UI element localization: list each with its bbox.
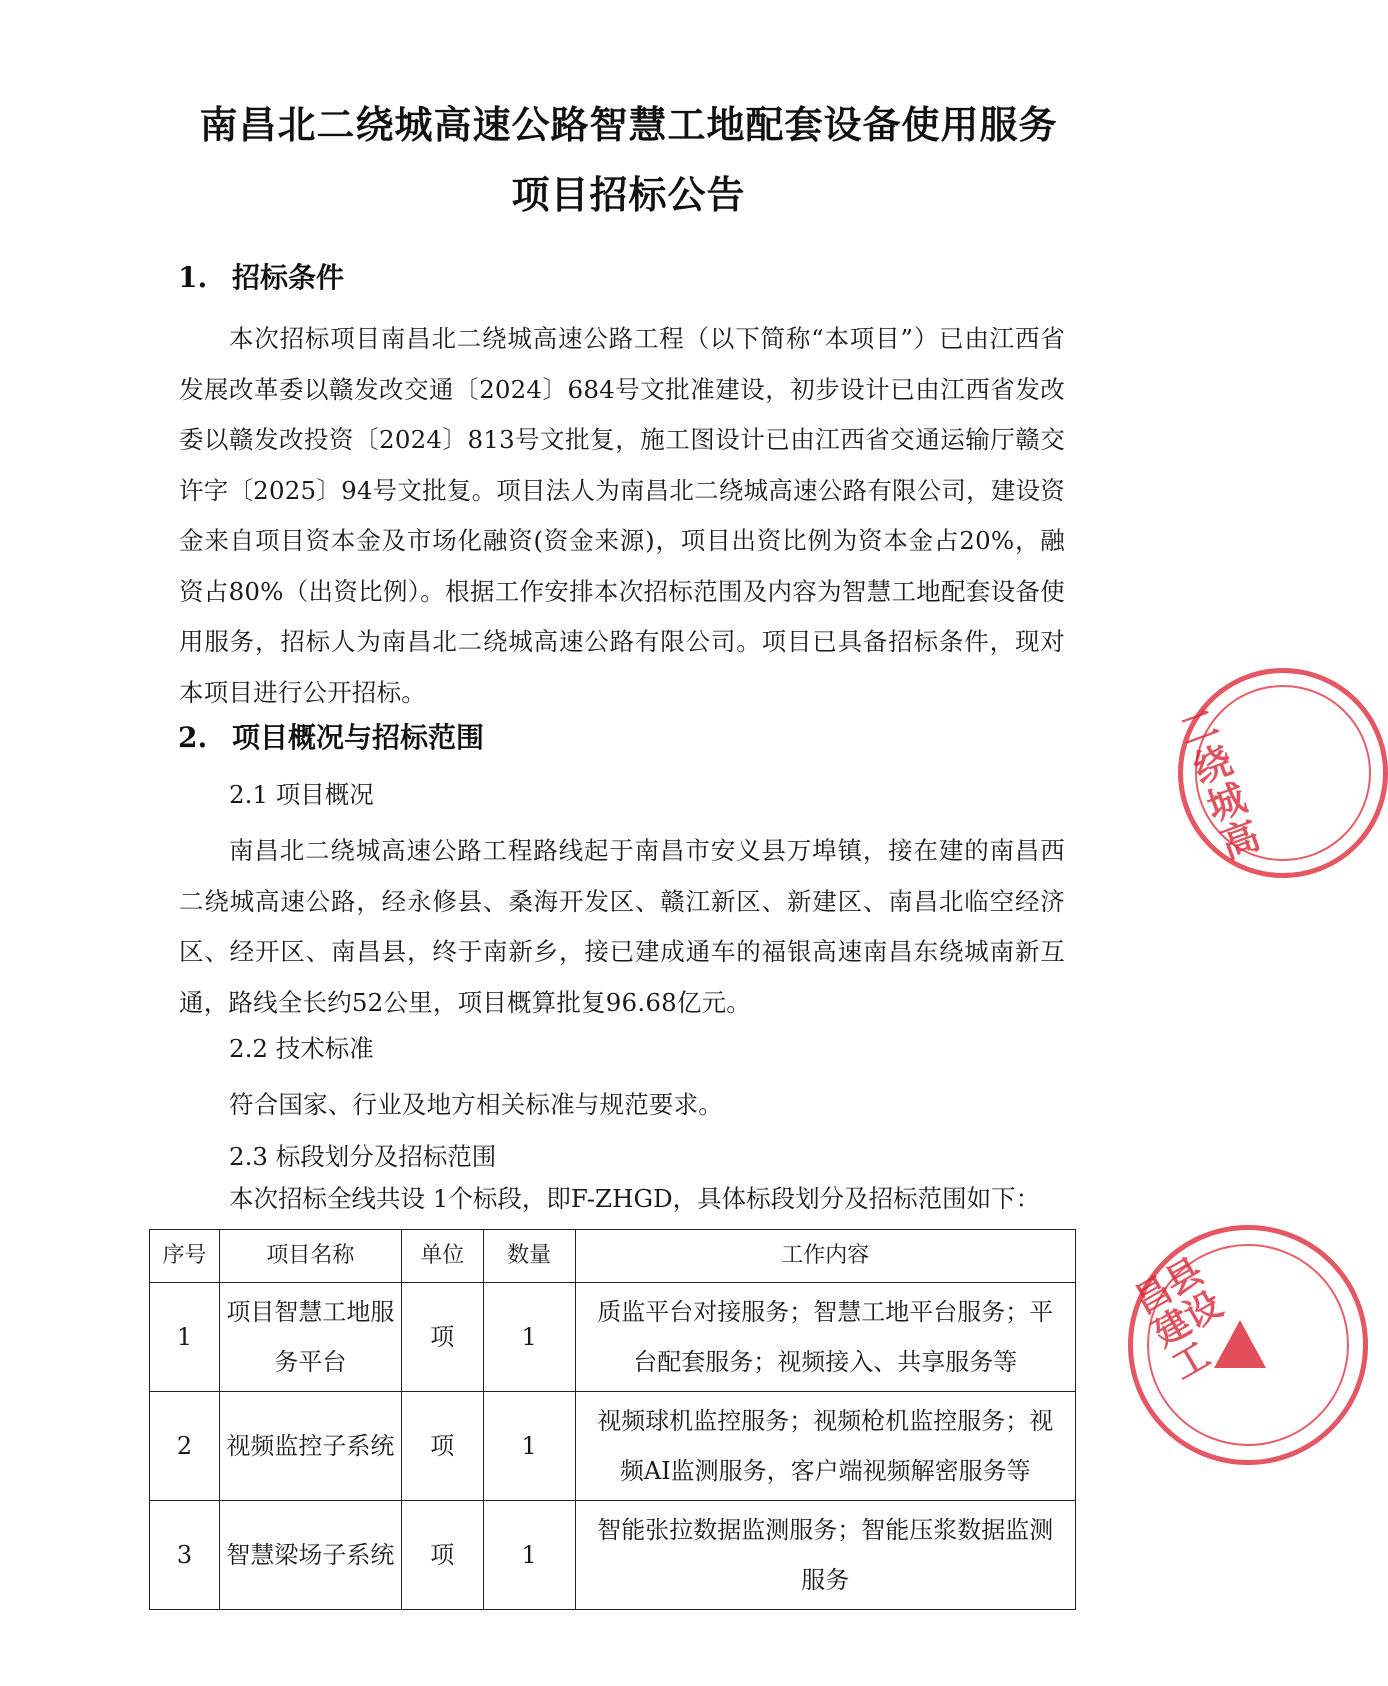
table-header-row (150, 1230, 1076, 1283)
bid-section-table (149, 1229, 1076, 1610)
row-qty: 1 (483, 1392, 575, 1501)
row-name: 智慧梁场子系统 (219, 1501, 401, 1610)
table-row (150, 1392, 1076, 1501)
star-icon (1214, 1320, 1266, 1368)
row-unit: 项 (401, 1501, 483, 1610)
project-overview: 南昌北二绕城高速公路工程路线起于南昌市安义县万埠镇，接在建的南昌西二绕城高速公路，经永修县、桑海开发区、赣江新区、新建区、南昌北临空经济区、经开区、南昌县，终于南新乡，接已建成通车的福银高速南昌东绕城南新互通，路线全长约52公里，项目概算批复96.68亿元。 (179, 836, 1065, 1017)
row-name: 视频监控子系统 (219, 1392, 401, 1501)
header-content: 工作内容 (575, 1230, 1075, 1283)
subsection-2-2: 2.2 技术标准 (229, 1034, 374, 1063)
table-row (150, 1501, 1076, 1610)
header-no: 序号 (150, 1230, 220, 1283)
row-content: 视频球机监控服务；视频枪机监控服务；视频AI监测服务，客户端视频解密服务等 (575, 1392, 1075, 1501)
row-qty: 1 (483, 1501, 575, 1610)
section1-number: 1. (178, 261, 208, 294)
scope-intro: 本次招标全线共设 1个标段，即F-ZHGD，具体标段划分及招标范围如下： (229, 1184, 1041, 1213)
row-no: 1 (150, 1283, 220, 1392)
subsection-2-3: 2.3 标段划分及招标范围 (229, 1142, 497, 1171)
section1-title: 招标条件 (232, 261, 345, 294)
section1-heading (178, 256, 344, 296)
technical-standard: 符合国家、行业及地方相关标准与规范要求。 (229, 1090, 723, 1119)
subsection-2-1: 2.1 项目概况 (229, 780, 374, 809)
row-unit: 项 (401, 1392, 483, 1501)
document-title-line2: 项目招标公告 (511, 173, 746, 217)
row-qty: 1 (483, 1283, 575, 1392)
document-title-line1: 南昌北二绕城高速公路智慧工地配套设备使用服务 (199, 103, 1058, 147)
header-unit: 单位 (401, 1230, 483, 1283)
row-no: 2 (150, 1392, 220, 1501)
row-no: 3 (150, 1501, 220, 1610)
row-name: 项目智慧工地服务平台 (219, 1283, 401, 1392)
table-row (150, 1283, 1076, 1392)
section2-heading (178, 716, 484, 756)
seal-top-text: 二绕城高 (1173, 700, 1266, 868)
header-qty: 数量 (483, 1230, 575, 1283)
seal-bottom-text: 昌县建设工 (1127, 1250, 1230, 1389)
header-name: 项目名称 (219, 1230, 401, 1283)
row-unit: 项 (401, 1283, 483, 1392)
row-content: 质监平台对接服务；智慧工地平台服务；平台配套服务；视频接入、共享服务等 (575, 1283, 1075, 1392)
section2-title: 项目概况与招标范围 (232, 721, 485, 754)
section2-number: 2. (178, 721, 208, 754)
section1-body: 本次招标项目南昌北二绕城高速公路工程（以下简称“本项目”）已由江西省发展改革委以赣发改交通〔2024〕684号文批准建设，初步设计已由江西省发改委以赣发改投资〔2024〕813号文批复，施工图设计已由江西省交通运输厅赣交许字〔2025〕94号文批复。项目法人为南昌北二绕城高速公路有限公司，建设资金来自项目资本金及市场化融资(资金来源)，项目出资比例为资本金占20%，融资占80%（出资比例）。根据工作安排本次招标范围及内容为智慧工地配套设备使用服务，招标人为南昌北二绕城高速公路有限公司。项目已具备招标条件，现对本项目进行公开招标。 (179, 324, 1065, 707)
row-content: 智能张拉数据监测服务；智能压浆数据监测服务 (575, 1501, 1075, 1610)
